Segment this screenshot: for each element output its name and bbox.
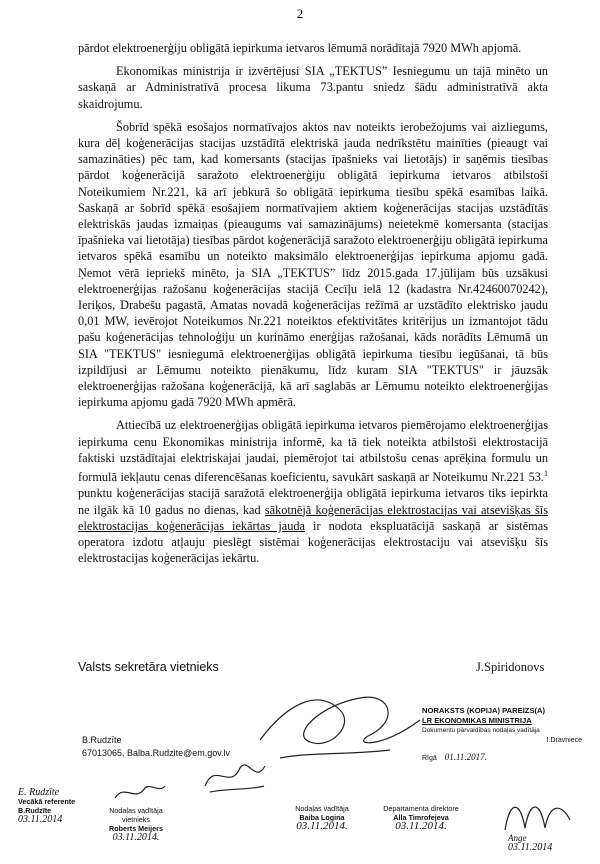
approval-1-handwritten: E. Rudzīte (18, 787, 60, 798)
approval-2 (96, 806, 176, 842)
preparer-name: B.Rudzīte (82, 735, 122, 745)
point-superscript: 1 (544, 469, 548, 479)
price-text-1: Attiecībā uz elektroenerģijas obligātā iepirkuma ietvaros piemērojamo elektroenerģijas iepirkuma cenu Ekonomikas ministrija informē, ka tā tiek noteikta atbilstoši elektrostacijā faktiski uzstādītajai elektriskajai jaudai, piemērojot tai atbilstošu cenas aprēķina formulu un formulā iekļautu cenas diferencēšanas koeficientu, savukārt saskaņā ar Noteikumu Nr.221 53. (78, 418, 548, 485)
approval-4-role: Departamenta direktore (383, 804, 459, 813)
signer-name: J.Spiridonovs (476, 660, 545, 674)
approval-4-date: 03.11.2014. (395, 820, 447, 832)
approval-5 (508, 834, 588, 852)
approval-3-signature (200, 756, 270, 796)
stamp-line-1: NORAKSTS (KOPIJA) PAREIZS(A) (422, 706, 546, 715)
approval-4 (376, 804, 466, 831)
underlined-phrase: sākotnējā koģenerācijas elektrostacijas vai atsevišķas šīs elektrostacijas koģenerācijas iekārtas jauda (78, 502, 548, 533)
approval-5-date: 03.11.2014 (508, 842, 553, 853)
paragraph-continuation: pārdot elektroenerģiju obligātā iepirkuma ietvaros lēmumā norādītajā 7920 MWh apjomā. (78, 41, 522, 55)
approval-1-role: Vecākā referente (18, 797, 76, 806)
main-signature (250, 680, 430, 770)
paragraph-price-rules (78, 417, 548, 566)
approval-1-name: B.Rudzīte (18, 806, 52, 815)
preparer-contact: 67013065, Balba.Rudzite@em.gov.lv (82, 748, 231, 758)
approval-1 (18, 788, 75, 824)
stamp-place: Rīgā (422, 755, 437, 762)
signer-position: Valsts sekretāra vietnieks (78, 660, 219, 674)
approval-4-name: Alla Timrofejeva (393, 813, 449, 822)
approval-1-date: 03.11.2014 (18, 814, 63, 825)
stamp-date: 01.11.2017. (444, 752, 487, 762)
paragraph-explanation-intro: Ekonomikas ministrija ir izvērtējusi SIA „TEKTUS” Iesniegumu un tajā minēto un saskaņā ar Administratīvā procesa likuma 73.pantu sniedz šādu administratīvā akta skaidrojumu. (78, 64, 548, 111)
approval-3-name: Baiba Logina (299, 813, 345, 822)
approval-2-signature (110, 778, 170, 808)
approval-2-role: Nodaļas vadītāja vietnieks (109, 806, 163, 824)
paragraph-capacity-rules: Šobrīd spēkā esošajos normatīvajos aktos nav noteikts ierobežojums vai aizliegums, kura dēļ koģenerācijas stacijas uzstādītā elektriskā jauda nedrīkstētu mainīties (pieaugt vai samazināties) pēc tam, kad komersants (stacijas īpašnieks vai lietotājs) ir saņēmis tiesības pārdot koģenerācijā saražoto elektroenerģiju obligātā iepirkuma ietvaros atbilstoši Noteikumiem Nr.221, kā arī jebkurā šo obligātā iepirkuma tiesību spēkā esamības laikā. Saskaņā ar šobrīd spēkā esošajiem normatīvajiem aktiem koģenerācijas stacijas uzstādītās elektriskās jaudas izmaiņas (pieaugums vai samazinājums) neietekmē komersanta (stacijas īpašnieka vai lietotāja) tiesības pārdot koģenerācijā saražoto elektroenerģiju obligātā iepirkuma ietvaros spēkā esamību un noteikto maksimālo elektroenerģijas iepirkuma apjomu gadā. Ņemot vērā iepriekš minēto, ja SIA „TEKTUS” līdz 2015.gada 17.jūlijam būs uzsākusi elektroenerģijas ražošanu koģenerācijas stacijā Cecīļu ielā 12 (kadastra Nr.42460070242), Ieriķos, Drabešu pagastā, Amatas novadā koģenerācijas režīmā ar uzstādīto elektrisko jaudu 0,01 MW, ievērojot Noteikumos Nr.221 noteiktos efektivitātes kritērijus un izmantojot tādu pašu koģenerācijas tehnoloģiju un kurināmo enerģijas ražošanai, kāds norādīts Lēmumā un SIA "TEKTUS" iesniegumā elektroenerģijas obligātā iepirkuma tiesību iegūšanai, tā būs izpildījusi ar Lēmumu noteikto pienākumu, līdz kuram SIA "TEKTUS" ir jāuzsāk elektroenerģijas ražošana koģenerācijā, kā arī saglabās ar Lēmumu noteikto elektroenerģijas iepirkuma apjomu gadā 7920 MWh apmērā. (78, 119, 548, 410)
approval-3-date: 03.11.2014. (296, 820, 348, 832)
page-number: 2 (296, 6, 304, 21)
stamp-line-3: Dokumentu pārvaldības nodaļas vadītāja (422, 727, 540, 734)
copy-certification-stamp (422, 706, 582, 764)
approval-5-name: Ange (508, 833, 527, 843)
price-text-2: punktu koģenerācijas stacijā saražotā elektroenerģija obligātā iepirkuma ietvaros tiks iepirkta ne ilgāk kā 10 gadus no dienas, kad (78, 486, 548, 517)
approval-3 (282, 804, 362, 831)
approval-2-name: Roberts Meijers (109, 824, 163, 833)
stamp-date-row (422, 752, 582, 764)
stamp-line-2: LR EKONOMIKAS MINISTRIJA (422, 716, 532, 725)
approval-3-role: Nodaļas vadītāja (295, 804, 349, 813)
approval-2-date: 03.11.2014. (112, 832, 160, 843)
letter-body (78, 40, 548, 573)
price-text-3: ir nodota ekspluatācijā saskaņā ar sistēmas operatora izdotu atļauju pieslēgt sistēmai koģenerācijas elektrostaciju vai atsevišķu šīs elektrostacijas koģenerācijas iekārtu. (78, 518, 548, 566)
stamp-signer: I.Dravniece (546, 737, 582, 744)
